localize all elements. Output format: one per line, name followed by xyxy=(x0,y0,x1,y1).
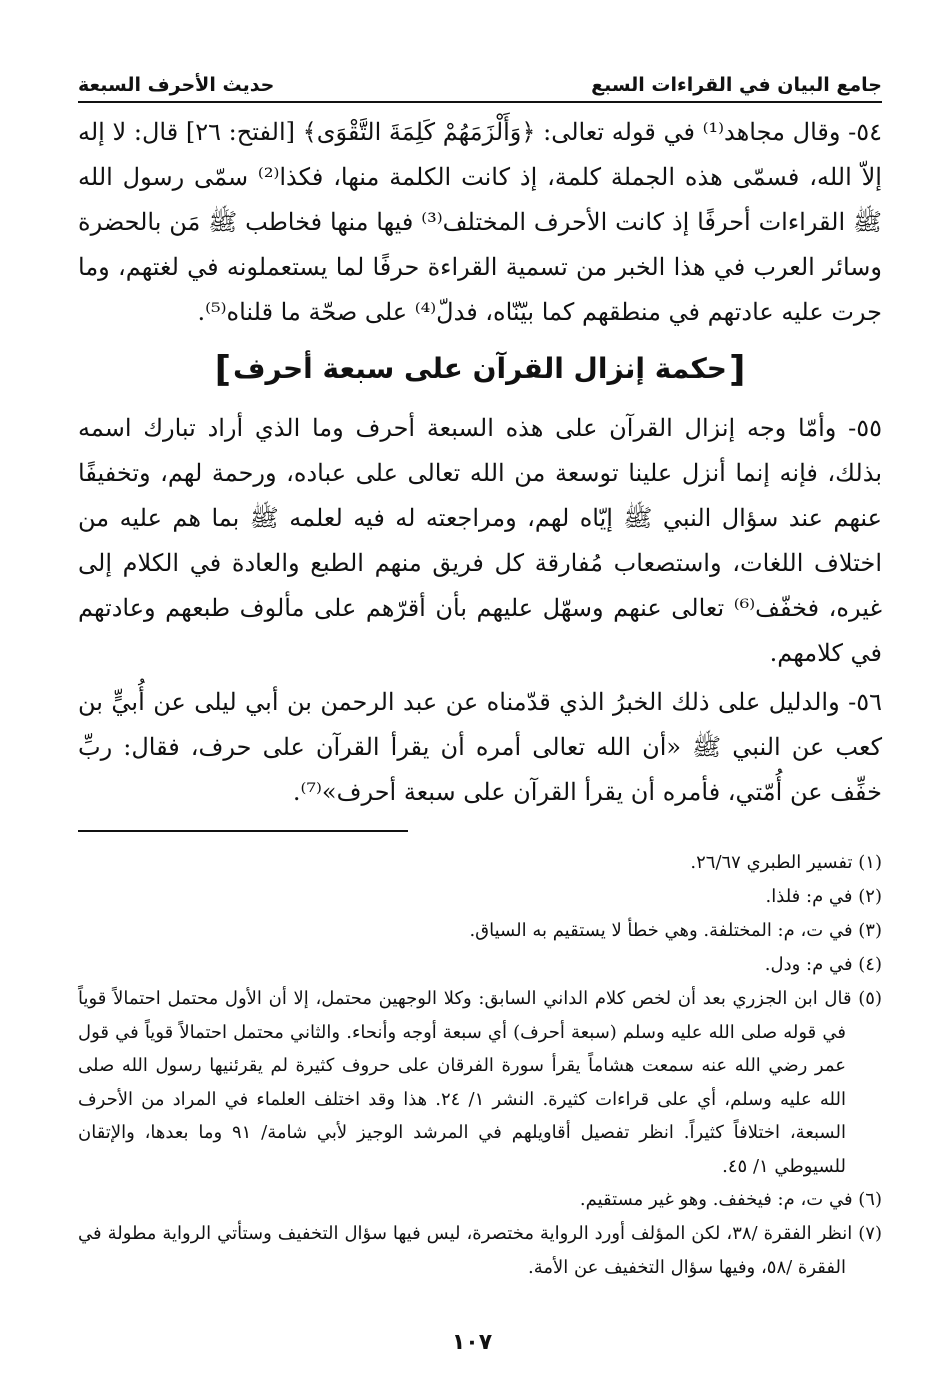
footnote-6: (٦) في ت، م: فيخفف. وهو غير مستقيم. xyxy=(579,1189,882,1210)
paragraph-54: ٥٤- وقال مجاهد⁽¹⁾ في قوله تعالى: ﴿وَأَلْزَمَهُمْ كَلِمَةَ التَّقْوَى﴾ [الفتح: ٢٦] قال: لا إله إلاّ الله، فسمّى هذه الجملة كلمة، إذ كانت الكلمة منها، فكذا⁽²⁾ سمّى رسول الله ﷺ القراءات أحرفًا إذ كانت الأحرف المختلف⁽³⁾ فيها منها فخاطب ﷺ مَن بالحضرة وسائر العرب في هذا الخبر من تسمية القراءة حرفًا لما يستعملونه في لغتهم، وما جرت عليه عادتهم في منطقهم كما بيّنّاه، فدلّ⁽⁴⁾ على صحّة ما قلناه⁽⁵⁾. xyxy=(78,118,883,326)
paragraph-56: ٥٦- والدليل على ذلك الخبرُ الذي قدّمناه عن عبد الرحمن بن أبي ليلى عن أُبيٍّ بن كعب عن النبي ﷺ «أن الله تعالى أمره أن يقرأ القرآن على حرف، فقال: ربِّ خفِّف عن أُمّتي، فأمره أن يقرأ القرآن على سبعة أحرف»⁽⁷⁾. xyxy=(78,688,882,806)
section-heading xyxy=(213,347,748,392)
main-text xyxy=(78,110,882,815)
footnotes xyxy=(78,846,882,1284)
footnote-3: (٣) في ت، م: المختلفة. وهي خطأ لا يستقيم به السياق. xyxy=(469,920,882,941)
heading-bracket-close: ] xyxy=(214,349,232,390)
heading-bracket-open: [ xyxy=(728,349,746,390)
section-heading-text: حكمة إنزال القرآن على سبعة أحرف xyxy=(233,352,727,385)
running-header xyxy=(78,60,882,96)
footnote-rule xyxy=(78,830,408,832)
footnote-5: (٥) قال ابن الجزري بعد أن لخص كلام الداني السابق: وكلا الوجهين محتمل، إلا أن الأول محتمل احتمالاً قوياً في قوله صلى الله عليه وسلم (سبعة أحرف) أي سبعة أوجه وأنحاء. والثاني محتمل احتمالاً قوياً في قول عمر رضي الله عنه سمعت هشاماً يقرأ سورة الفرقان على حروف كثيرة لم يقرئنيها رسول الله صلى الله عليه وسلم، أي على قراءات كثيرة. النشر ١/ ٢٤. هذا وقد اختلف العلماء في المراد من الأحرف السبعة، اختلافاً كثيراً. انظر تفصيل أقاويلهم في المرشد الوجيز لأبي شامة/ ٩١ وما بعدها، والإتقان للسيوطي ١/ ٤٥. xyxy=(78,988,882,1177)
section-heading-wrap xyxy=(78,347,882,392)
book-title: جامع البيان في القراءات السبع xyxy=(591,74,882,96)
footnote-7: (٧) انظر الفقرة /٣٨، لكن المؤلف أورد الرواية مختصرة، ليس فيها سؤال التخفيف وستأتي الرواية مطولة في الفقرة /٥٨، وفيها سؤال التخفيف عن الأمة. xyxy=(78,1223,882,1278)
header-rule xyxy=(78,101,882,103)
chapter-title: حديث الأحرف السبعة xyxy=(78,74,275,96)
footnote-4: (٤) في م: ودل. xyxy=(764,954,882,975)
footnote-1: (١) تفسير الطبري ٢٦/٦٧. xyxy=(690,852,882,873)
footnote-2: (٢) في م: فلذا. xyxy=(765,886,882,907)
page-number: ١٠٧ xyxy=(451,1330,493,1355)
paragraph-55: ٥٥- وأمّا وجه إنزال القرآن على هذه السبعة أحرف وما الذي أراد تبارك اسمه بذلك، فإنه إنما أنزل علينا توسعة من الله تعالى على عباده، ورحمة لهم، وتخفيفًا عنهم عند سؤال النبي ﷺ إيّاه لهم، ومراجعته له فيه لعلمه ﷺ بما هم عليه من اختلاف اللغات، واستصعاب مُفارقة كل فريق منهم الطبع والعادة في الكلام إلى غيره، فخفّف⁽⁶⁾ تعالى عنهم وسهّل عليهم بأن أقرّهم على مألوف طبعهم وعادتهم في كلامهم. xyxy=(78,414,883,667)
